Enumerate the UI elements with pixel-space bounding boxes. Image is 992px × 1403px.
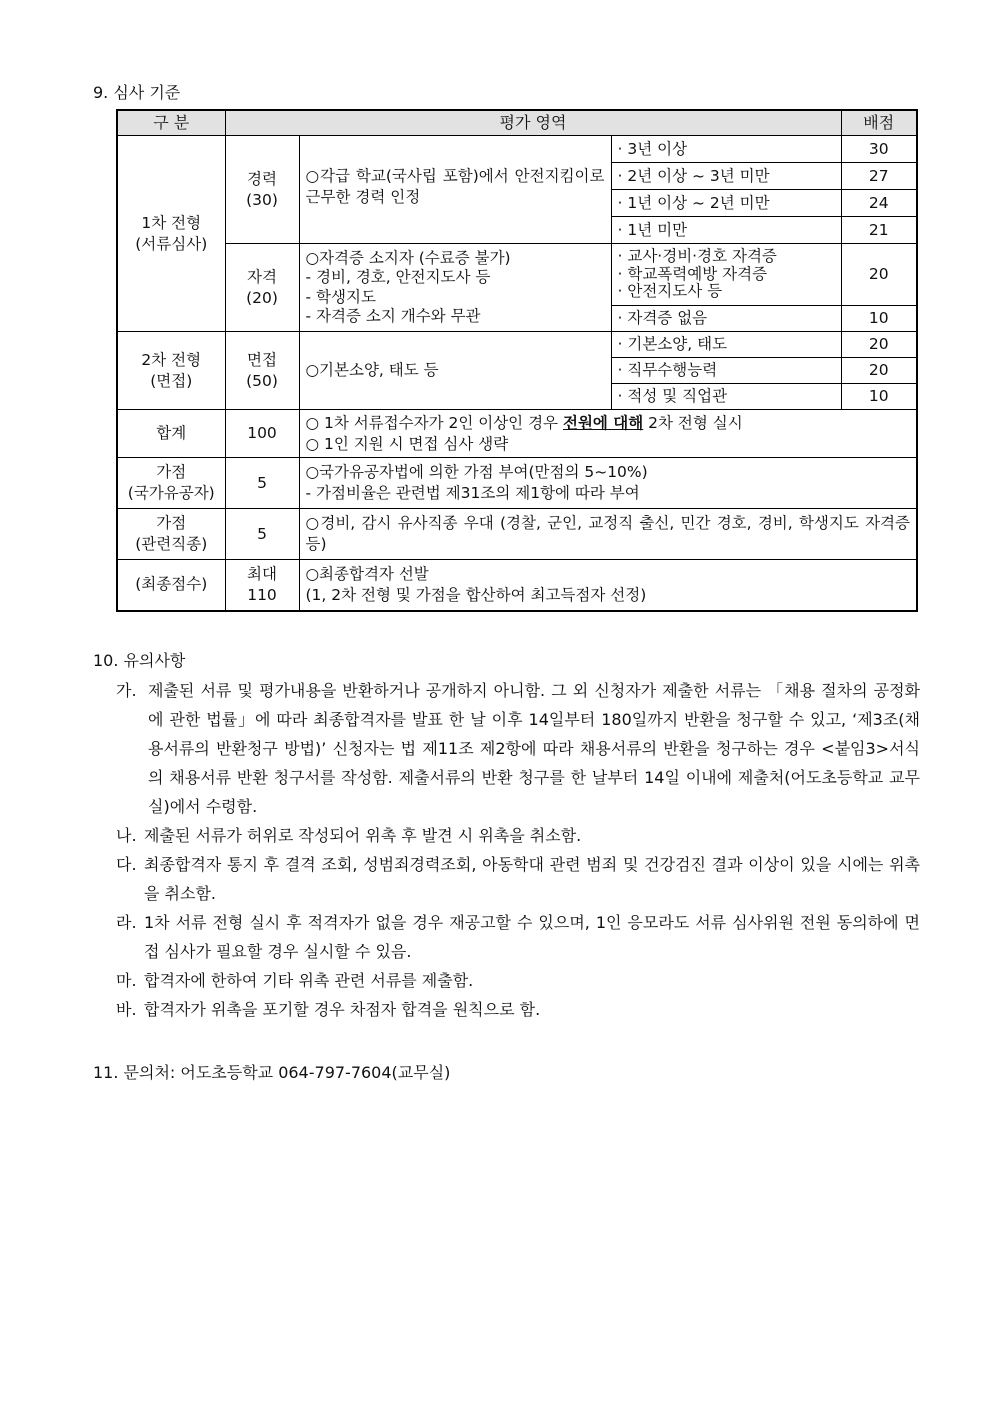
career-desc: ○각급 학교(국사립 포함)에서 안전지킴이로 근무한 경력 인정 [299, 136, 611, 244]
section-10-title: 10. 유의사항 [93, 651, 186, 670]
bonus1-label: 가점 (국가유공자) [117, 458, 225, 509]
total-desc-text: ○ 1차 서류접수자가 2인 이상인 경우 [305, 413, 563, 432]
table-row [117, 509, 917, 560]
header-area: 평가 영역 [225, 110, 841, 136]
cert-item-0: · 교사·경비·경호 자격증 · 학교폭력예방 자격증 · 안전지도사 등 [611, 244, 841, 306]
total-label: 합계 [117, 410, 225, 458]
interview-score-1: 20 [841, 358, 917, 384]
career-score-2: 24 [841, 190, 917, 217]
table-row [117, 458, 917, 509]
total-value: 100 [225, 410, 299, 458]
bonus1-desc: ○국가유공자법에 의한 가점 부여(만점의 5~10%) - 가점비율은 관련법 제31조의 제1항에 따라 부여 [299, 458, 917, 509]
list-item [116, 821, 920, 850]
header-score: 배점 [841, 110, 917, 136]
note-mark: 마. [116, 971, 137, 990]
cert-score-1: 10 [841, 306, 917, 332]
total-desc-text-end: 2차 전형 실시 [643, 413, 743, 432]
list-item [116, 966, 920, 995]
interview-item-2: · 적성 및 직업관 [611, 384, 841, 410]
career-item-2: · 1년 이상 ~ 2년 미만 [611, 190, 841, 217]
table-row [117, 136, 917, 163]
career-score-1: 27 [841, 163, 917, 190]
note-mark: 가. [116, 681, 137, 700]
section-9-title: 9. 심사 기준 [93, 83, 181, 102]
career-score-0: 30 [841, 136, 917, 163]
note-mark: 다. [116, 855, 137, 874]
second-stage-label: 2차 전형 (면접) [117, 332, 225, 410]
cert-item-1: · 자격증 없음 [611, 306, 841, 332]
final-label: (최종점수) [117, 560, 225, 611]
bonus2-value: 5 [225, 509, 299, 560]
bonus1-value: 5 [225, 458, 299, 509]
note-text: 합격자에 한하여 기타 위촉 관련 서류를 제출함. [144, 971, 474, 990]
note-text: 합격자가 위촉을 포기할 경우 차점자 합격을 원칙으로 함. [144, 1000, 541, 1019]
career-label: 경력 (30) [225, 136, 299, 244]
section-11-contact: 11. 문의처: 어도초등학교 064-797-7604(교무실) [93, 1063, 451, 1082]
final-value: 최대 110 [225, 560, 299, 611]
cert-label: 자격 (20) [225, 244, 299, 332]
table-row [117, 410, 917, 458]
career-item-3: · 1년 미만 [611, 217, 841, 244]
cert-desc: ○자격증 소지자 (수료증 불가) - 경비, 경호, 안전지도사 등 - 학생지도 - 자격증 소지 개수와 무관 [299, 244, 611, 332]
total-desc [299, 410, 917, 458]
table-row [117, 332, 917, 358]
final-desc: ○최종합격자 선발 (1, 2차 전형 및 가점을 합산하여 최고득점자 선정) [299, 560, 917, 611]
table-header-row [117, 110, 917, 136]
interview-label: 면접 (50) [225, 332, 299, 410]
evaluation-criteria-table [116, 109, 918, 612]
bonus2-desc: ○경비, 감시 유사직종 우대 (경찰, 군인, 교정직 출신, 민간 경호, 경비, 학생지도 자격증 등) [299, 509, 917, 560]
career-item-0: · 3년 이상 [611, 136, 841, 163]
note-mark: 라. [116, 913, 137, 932]
bonus2-label: 가점 (관련직종) [117, 509, 225, 560]
interview-score-0: 20 [841, 332, 917, 358]
first-stage-label: 1차 전형 (서류심사) [117, 136, 225, 332]
list-item [116, 995, 920, 1024]
career-item-1: · 2년 이상 ~ 3년 미만 [611, 163, 841, 190]
cert-score-0: 20 [841, 244, 917, 306]
list-item [116, 908, 920, 966]
notes-list [116, 676, 920, 1024]
note-mark: 나. [116, 826, 137, 845]
interview-item-0: · 기본소양, 태도 [611, 332, 841, 358]
note-text: 제출된 서류 및 평가내용을 반환하거나 공개하지 아니함. 그 외 신청자가 제출한 서류는 「채용 절차의 공정화에 관한 법률」에 따라 최종합격자를 발표 한 날 이후 14일부터 180일까지 반환을 청구할 수 있고, ‘제3조(채용서류의 반환청구 방법)’ 신청자는 법 제11조 제2항에 따라 채용서류의 반환을 청구하는 경우 <붙임3>서식의 채용서류 반환 청구서를 작성함. 제출서류의 반환 청구를 한 날부터 14일 이내에 제출처(어도초등학교 교무실)에서 수령함. [148, 681, 920, 816]
table-row [117, 560, 917, 611]
career-score-3: 21 [841, 217, 917, 244]
note-text: 1차 서류 전형 실시 후 적격자가 없을 경우 재공고할 수 있으며, 1인 응모라도 서류 심사위원 전원 동의하에 면접 심사가 필요할 경우 실시할 수 있음. [144, 913, 920, 961]
table-row [117, 244, 917, 306]
interview-item-1: · 직무수행능력 [611, 358, 841, 384]
interview-desc: ○기본소양, 태도 등 [299, 332, 611, 410]
note-text: 제출된 서류가 허위로 작성되어 위촉 후 발견 시 위촉을 취소함. [144, 826, 582, 845]
interview-score-2: 10 [841, 384, 917, 410]
total-desc-emphasis: 전원에 대해 [562, 413, 644, 432]
total-desc-line2: ○ 1인 지원 시 면접 심사 생략 [305, 434, 509, 453]
note-text: 최종합격자 통지 후 결격 조회, 성범죄경력조회, 아동학대 관련 범죄 및 건강검진 결과 이상이 있을 시에는 위촉을 취소함. [144, 855, 920, 903]
note-mark: 바. [116, 1000, 137, 1019]
list-item [116, 676, 920, 821]
header-category: 구 분 [117, 110, 225, 136]
list-item [116, 850, 920, 908]
